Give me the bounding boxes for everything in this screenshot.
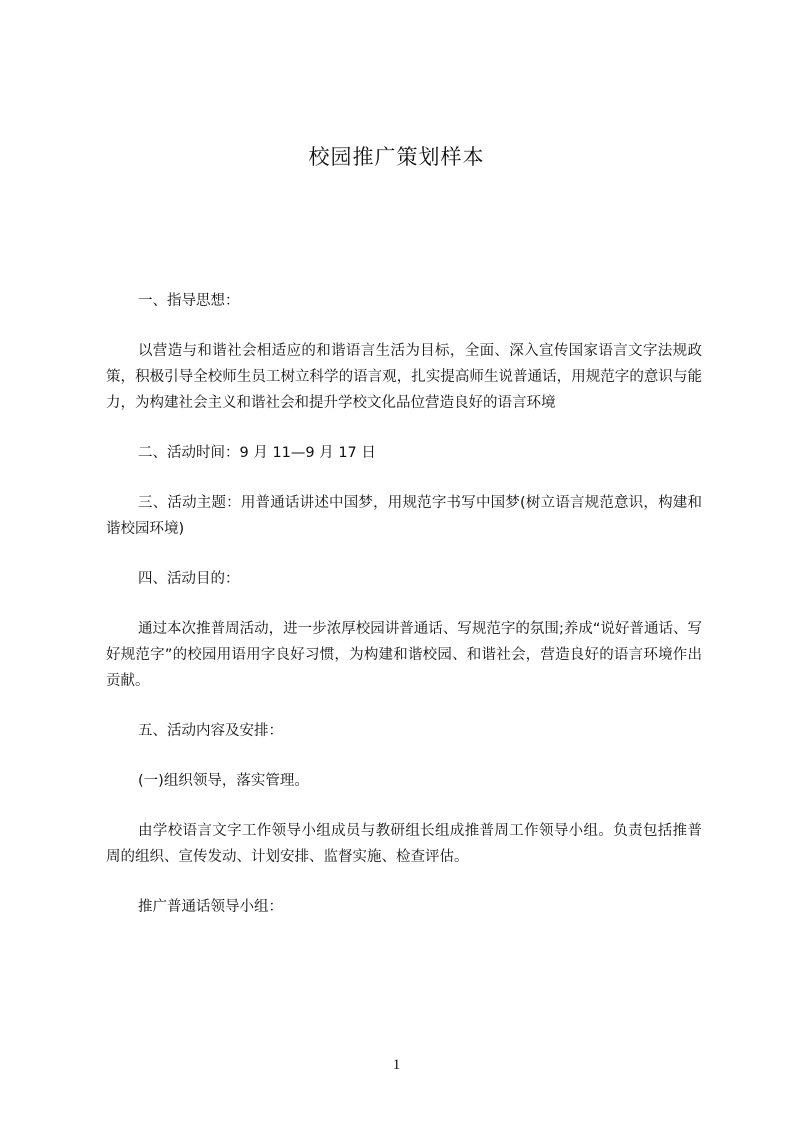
section-heading-leadership-group: 推广普通话领导小组： bbox=[138, 899, 283, 915]
paragraph-activity-theme: 三、活动主题：用普通话讲述中国梦，用规范字书写中国梦(树立语言规范意识，构建和谐校园环境) bbox=[106, 495, 702, 537]
document-body bbox=[106, 288, 702, 944]
paragraph-activity-purpose: 通过本次推普周活动，进一步浓厚校园讲普通话、写规范字的氛围;养成“说好普通话、写好规范字”的校园用语用字良好习惯，为构建和谐校园、和谐社会，营造良好的语言环境作出贡献。 bbox=[106, 621, 702, 689]
section-heading-activity-purpose: 四、活动目的： bbox=[138, 571, 240, 587]
page-number: 1 bbox=[392, 1057, 401, 1073]
paragraph-organization: 由学校语言文字工作领导小组成员与教研组长组成推普周工作领导小组。负责包括推普周的组织、宣传发动、计划安排、监督实施、检查评估。 bbox=[106, 823, 702, 865]
section-heading-activity-content: 五、活动内容及安排： bbox=[138, 723, 283, 739]
section-heading-guiding-thought: 一、指导思想： bbox=[138, 293, 240, 309]
paragraph-guiding-thought: 以营造与和谐社会相适应的和谐语言生活为目标，全面、深入宣传国家语言文字法规政策，积极引导全校师生员工树立科学的语言观，扎实提高师生说普通话，用规范字的意识与能力，为构建社会主义和谐社会和提升学校文化品位营造良好的语言环境 bbox=[106, 343, 702, 411]
section-heading-activity-time: 二、活动时间：9 月 11—9 月 17 日 bbox=[138, 445, 376, 461]
subsection-heading-organization: (一)组织领导，落实管理。 bbox=[138, 773, 309, 789]
document-title: 校园推广策划样本 bbox=[308, 145, 485, 169]
